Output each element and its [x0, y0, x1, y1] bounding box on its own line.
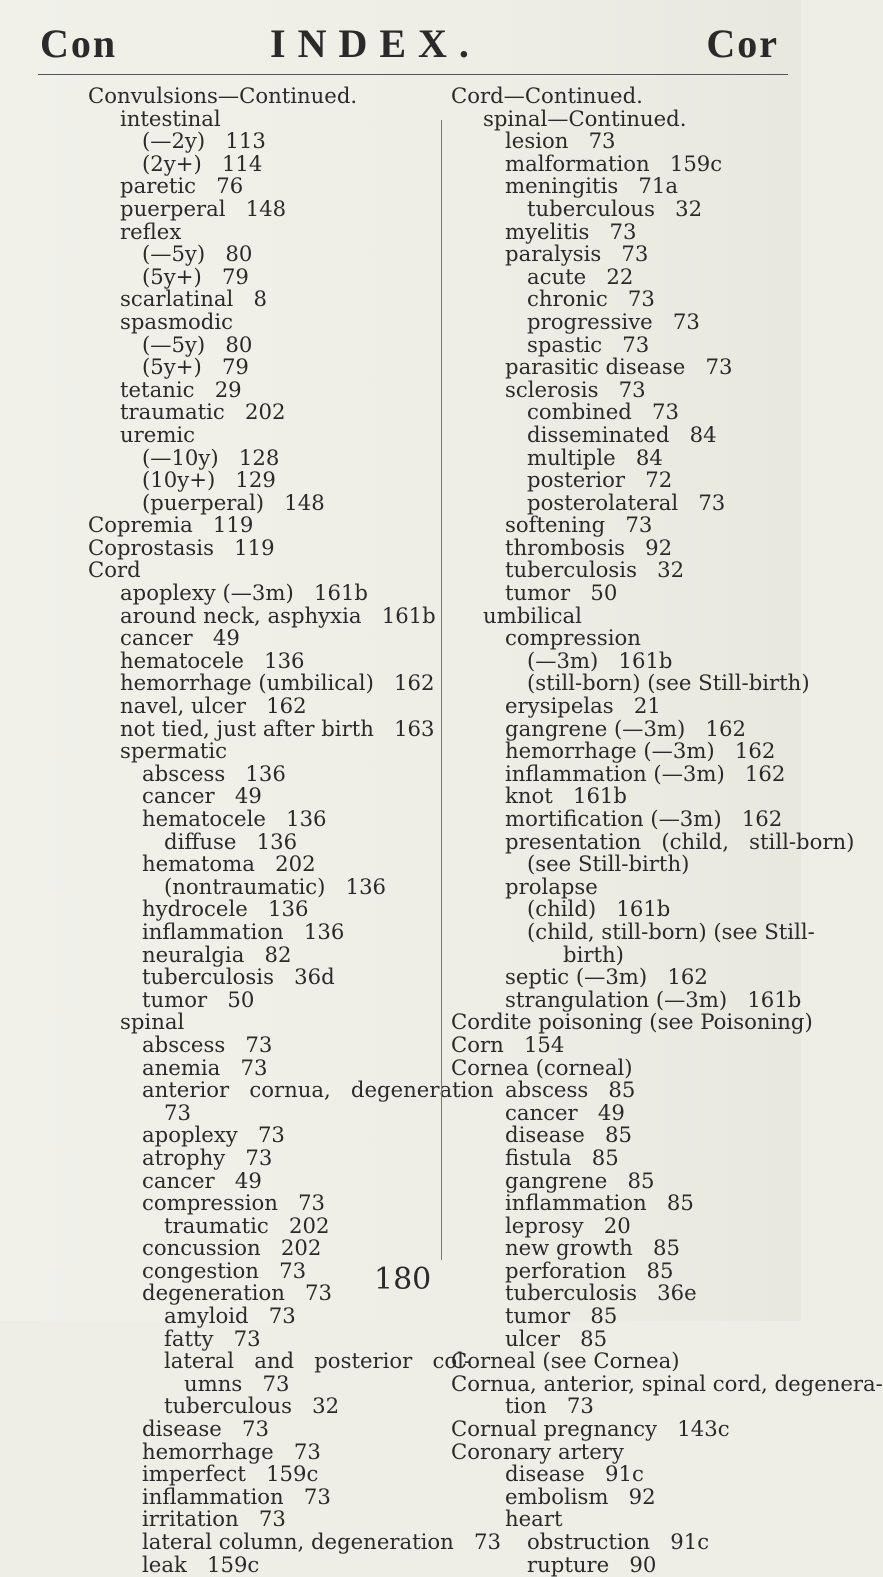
- index-entry: cancer 49: [120, 625, 240, 651]
- index-entry: tumor 50: [142, 986, 255, 1012]
- index-entry: Cornea (corneal): [451, 1054, 633, 1080]
- index-entry: hemorrhage 73: [142, 1438, 321, 1464]
- index-entry: imperfect 159c: [142, 1461, 319, 1487]
- index-entry: posterior 72: [527, 467, 673, 493]
- index-entry: hematoma 202: [142, 851, 316, 877]
- index-entry: inflammation 136: [142, 918, 345, 944]
- index-entry: spinal—Continued.: [483, 105, 687, 131]
- index-entry: Cord—Continued.: [451, 83, 643, 108]
- index-entry: knot 161b: [505, 783, 627, 809]
- index-entry: obstruction 91c: [527, 1529, 710, 1554]
- index-entry: irritation 73: [142, 1506, 286, 1532]
- index-entry: mortification (—3m) 162: [505, 806, 783, 831]
- index-entry: gangrene (—3m) 162: [505, 715, 746, 741]
- index-entry: malformation 159c: [505, 150, 723, 176]
- index-entry: spinal: [120, 1009, 185, 1035]
- index-entry: (puerperal) 148: [142, 489, 325, 515]
- index-entry: neuralgia 82: [142, 941, 292, 967]
- index-entry: cancer 49: [142, 783, 262, 809]
- column-divider: [441, 120, 442, 1260]
- index-entry: sclerosis 73: [505, 376, 646, 402]
- index-entry: (child) 161b: [527, 896, 671, 922]
- index-entry: Cordite poisoning (see Poisoning): [451, 1009, 813, 1035]
- index-entry: myelitis 73: [505, 218, 637, 244]
- index-entry: navel, ulcer 162: [120, 693, 307, 719]
- index-entry: umns 73: [184, 1370, 290, 1396]
- index-entry: (child, still-born) (see Still-: [527, 918, 815, 944]
- index-entry: inflammation 85: [505, 1190, 694, 1216]
- index-entry: atrophy 73: [142, 1144, 273, 1170]
- index-entry: posterolateral 73: [527, 489, 726, 515]
- index-entry: perforation 85: [505, 1257, 674, 1283]
- index-entry: embolism 92: [505, 1483, 656, 1509]
- index-entry: multiple 84: [527, 444, 663, 470]
- index-entry: septic (—3m) 162: [505, 964, 708, 990]
- index-entry: (—5y) 80: [142, 331, 253, 357]
- index-entry: Cord: [88, 557, 141, 583]
- index-entry: apoplexy (—3m) 161b: [120, 580, 368, 606]
- index-entry: hydrocele 136: [142, 896, 309, 922]
- index-entry: tuberculosis 36e: [505, 1280, 697, 1306]
- left-index-column: [88, 83, 501, 1577]
- index-entry: fistula 85: [505, 1144, 619, 1170]
- index-entry: fatty 73: [164, 1325, 261, 1351]
- index-entry: cancer 49: [505, 1099, 625, 1125]
- index-entry: tion 73: [505, 1393, 594, 1419]
- index-entry: Coprostasis 119: [88, 534, 275, 560]
- index-entry: (—2y) 113: [142, 128, 266, 154]
- index-entry: (5y+) 79: [142, 263, 249, 289]
- index-entry: thrombosis 92: [505, 534, 673, 560]
- index-entry: diffuse 136: [164, 828, 298, 854]
- index-entry: disease 85: [505, 1122, 632, 1148]
- index-entry: degeneration 73: [142, 1280, 333, 1306]
- index-entry: concussion 202: [142, 1235, 322, 1261]
- index-entry: hematocele 136: [120, 647, 305, 673]
- right-index-column: [451, 83, 883, 1577]
- index-entry: paralysis 73: [505, 241, 649, 267]
- index-entry: Coronary artery: [451, 1438, 624, 1464]
- header-left-guide-word: Con: [40, 21, 118, 66]
- index-entry: progressive 73: [527, 308, 700, 334]
- index-entry: scarlatinal 8: [120, 286, 267, 312]
- index-entry: (—3m) 161b: [527, 647, 673, 673]
- index-entry: Cornual pregnancy 143c: [451, 1416, 730, 1442]
- index-entry: abscess 136: [142, 760, 286, 786]
- index-entry: amyloid 73: [164, 1303, 296, 1329]
- index-entry: chronic 73: [527, 286, 655, 312]
- index-entry: hemorrhage (umbilical) 162: [120, 670, 435, 696]
- index-entry: spasmodic: [120, 308, 233, 334]
- index-entry: 73: [164, 1099, 191, 1125]
- index-entry: heart: [505, 1506, 563, 1532]
- header-title: INDEX.: [270, 21, 481, 66]
- index-entry: uremic: [120, 421, 196, 447]
- index-entry: tuberculous 32: [164, 1393, 340, 1419]
- index-entry: cancer 49: [142, 1167, 262, 1193]
- index-entry: presentation (child, still-born): [505, 828, 855, 854]
- index-entry: birth): [563, 941, 624, 967]
- index-entry: tumor 50: [505, 580, 618, 606]
- index-entry: erysipelas 21: [505, 693, 661, 719]
- index-entry: ulcer 85: [505, 1325, 608, 1351]
- index-entry: abscess 85: [505, 1077, 636, 1103]
- index-entry: Cornua, anterior, spinal cord, degenera-: [451, 1370, 883, 1396]
- index-entry: lateral column, degeneration 73: [142, 1529, 501, 1554]
- index-entry: traumatic 202: [120, 399, 286, 425]
- index-entry: (2y+) 114: [142, 150, 263, 176]
- index-entry: hematocele 136: [142, 806, 327, 831]
- index-entry: puerperal 148: [120, 195, 287, 221]
- index-entry: spastic 73: [527, 331, 650, 357]
- index-entry: traumatic 202: [164, 1212, 330, 1238]
- index-entry: gangrene 85: [505, 1167, 655, 1193]
- index-entry: disseminated 84: [527, 421, 717, 447]
- header-right-guide-word: Cor: [706, 21, 779, 66]
- index-entry: (still-born) (see Still-birth): [527, 670, 810, 696]
- index-entry: not tied, just after birth 163: [120, 715, 435, 741]
- index-entry: leak 159c: [142, 1551, 260, 1577]
- index-entry: congestion 73: [142, 1257, 307, 1283]
- index-entry: softening 73: [505, 512, 653, 538]
- index-entry: combined 73: [527, 399, 679, 425]
- index-entry: (nontraumatic) 136: [164, 873, 387, 899]
- page-number: 180: [374, 1262, 432, 1297]
- index-entry: new growth 85: [505, 1235, 680, 1261]
- index-entry: anterior cornua, degeneration: [142, 1077, 494, 1103]
- index-entry: disease 73: [142, 1416, 269, 1442]
- index-entry: (5y+) 79: [142, 354, 249, 380]
- index-entry: abscess 73: [142, 1031, 273, 1057]
- index-entry: tuberculosis 32: [505, 557, 685, 583]
- index-entry: reflex: [120, 218, 182, 244]
- header-rule: [38, 74, 788, 75]
- index-entry: intestinal: [120, 105, 221, 131]
- index-entry: (—5y) 80: [142, 241, 253, 267]
- index-entry: Copremia 119: [88, 512, 254, 538]
- index-entry: disease 91c: [505, 1461, 644, 1487]
- index-entry: prolapse: [505, 873, 598, 899]
- index-entry: (see Still-birth): [527, 851, 690, 877]
- index-entry: (—10y) 128: [142, 444, 280, 470]
- index-entry: strangulation (—3m) 161b: [505, 986, 802, 1012]
- index-entry: paretic 76: [120, 173, 244, 199]
- index-entry: tuberculosis 36d: [142, 964, 335, 990]
- index-entry: around neck, asphyxia 161b: [120, 602, 436, 628]
- index-entry: spermatic: [120, 738, 227, 764]
- running-header: [0, 20, 801, 70]
- index-entry: Corneal (see Cornea): [451, 1348, 680, 1374]
- index-entry: acute 22: [527, 263, 634, 289]
- index-entry: tumor 85: [505, 1303, 618, 1329]
- index-entry: leprosy 20: [505, 1212, 631, 1238]
- index-entry: apoplexy 73: [142, 1122, 285, 1148]
- index-entry: compression 73: [142, 1190, 326, 1216]
- index-entry: rupture 90: [527, 1551, 657, 1577]
- index-entry: umbilical: [483, 602, 582, 628]
- index-entry: tuberculous 32: [527, 195, 703, 221]
- index-entry: Corn 154: [451, 1031, 565, 1057]
- index-entry: compression: [505, 625, 641, 651]
- index-entry: lateral and posterior col-: [164, 1348, 472, 1374]
- index-entry: inflammation 73: [142, 1483, 331, 1509]
- index-entry: Convulsions—Continued.: [88, 83, 358, 108]
- index-entry: (10y+) 129: [142, 467, 276, 493]
- index-entry: inflammation (—3m) 162: [505, 760, 786, 786]
- index-entry: parasitic disease 73: [505, 354, 733, 380]
- index-entry: lesion 73: [505, 128, 616, 154]
- index-entry: meningitis 71a: [505, 173, 678, 199]
- index-entry: anemia 73: [142, 1054, 268, 1080]
- index-entry: tetanic 29: [120, 376, 242, 402]
- index-entry: hemorrhage (—3m) 162: [505, 738, 776, 764]
